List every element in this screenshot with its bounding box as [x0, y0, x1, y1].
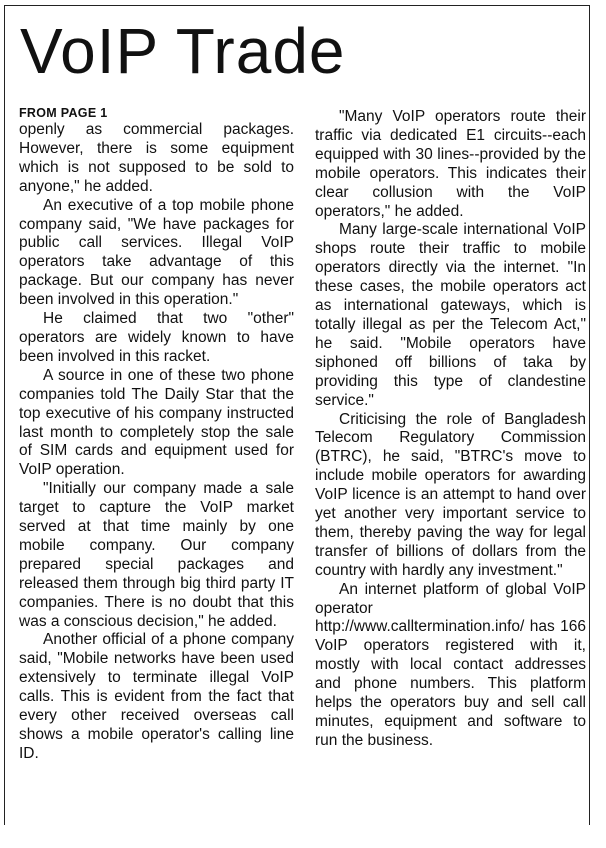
paragraph: Another official of a phone company said, "Mobile networks have been used extensively to terminate illegal VoIP calls. This is evident from the fact that every other received overseas call shows a mobile operator's calling line ID.: [19, 631, 294, 762]
article-column-2: [315, 108, 586, 751]
paragraph: Criticising the role of Bangladesh Telecom Regulatory Commission (BTRC), he said, "BTRC's move to include mobile operators for awarding VoIP licence is an attempt to hand over yet another very important service to them, thereby paving the way for legal transfer of billions of dollars from the country with hardly any investment.": [315, 410, 586, 579]
paragraph: A source in one of these two phone companies told The Daily Star that the top executive of his company instructed last month to completely stop the sale of SIM cards and equipment used for VoIP operation.: [19, 366, 294, 479]
paragraph: "Initially our company made a sale target to capture the VoIP market served at that time mainly by one mobile company. Our company prepared special packages and released them through big third party IT companies. There is no doubt that this was a conscious decision," he added.: [19, 480, 294, 630]
paragraph: "Many VoIP operators route their traffic via dedicated E1 circuits--each equipped with 30 lines--provided by the mobile operators. This indicates their clear collusion with the VoIP operators," he added.: [315, 108, 586, 220]
paragraph: Many large-scale international VoIP shops route their traffic to mobile operators directly via the internet. "In these cases, the mobile operators act as international gateways, which is totally illegal as per the Telecom Act," he said. "Mobile operators have siphoned off billions of taka by providing this type of clandestine service.": [315, 221, 586, 409]
article-column-1: [19, 106, 294, 764]
paragraph: openly as commercial packages. However, there is some equipment which is not supposed to be sold to anyone," he added.: [19, 121, 294, 195]
top-border-rule: [4, 5, 590, 6]
paragraph: An internet platform of global VoIP operator http://www.calltermination.info/ has 166 VoIP operators registered with it, mostly with local contact addresses and phone numbers. This platform helps the operators buy and sell call minutes, equipment and software to run the business.: [315, 580, 586, 749]
continuation-kicker: FROM PAGE 1: [19, 106, 108, 120]
paragraph: An executive of a top mobile phone company said, "We have packages for public call services. Illegal VoIP operators take advantage of this package. But our company has never been involved in this operation.": [19, 196, 294, 309]
article-headline: VoIP Trade: [20, 15, 346, 87]
left-border-rule: [4, 5, 5, 825]
right-border-rule: [589, 5, 590, 825]
paragraph: He claimed that two "other" operators are widely known to have been involved in this racket.: [19, 310, 294, 365]
